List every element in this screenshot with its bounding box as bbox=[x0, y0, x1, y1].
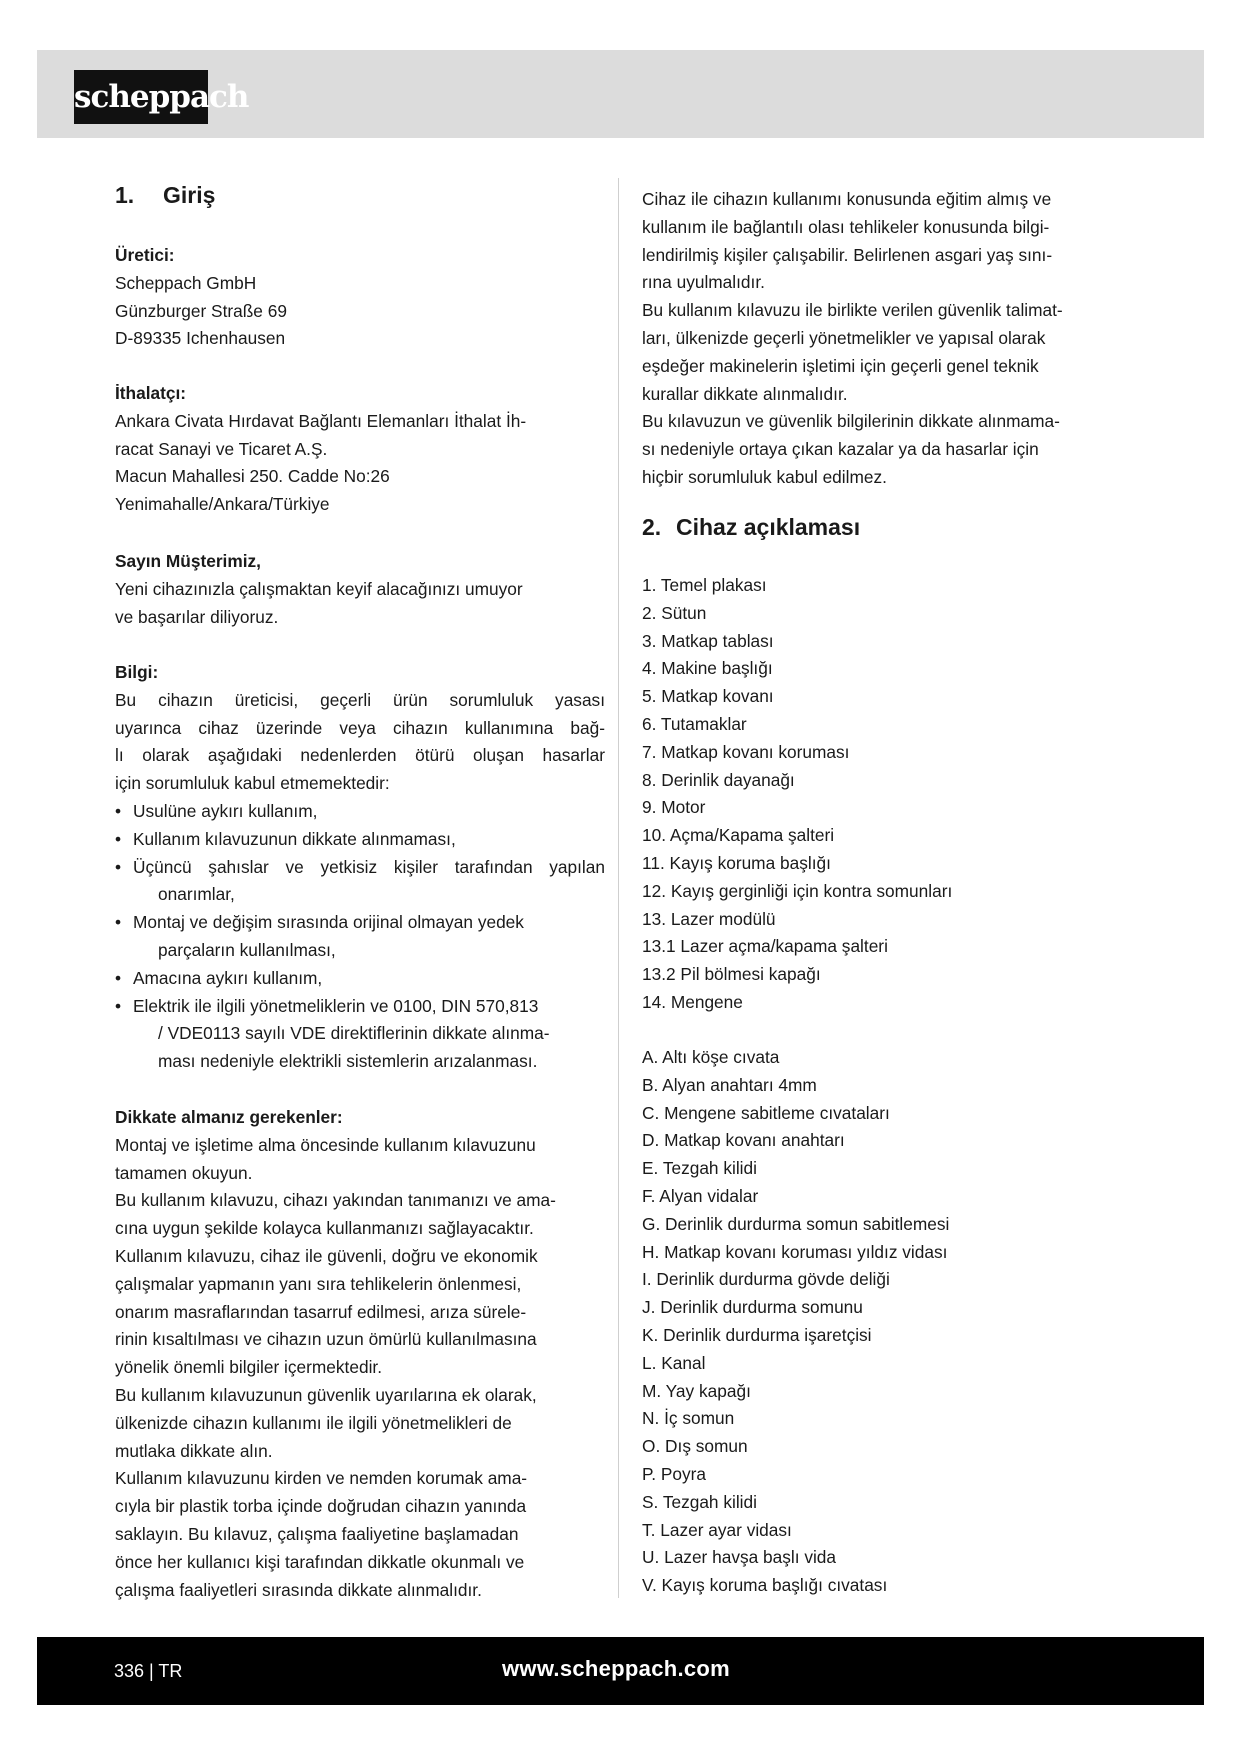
text-line: 1. Temel plakası bbox=[642, 575, 767, 595]
text-line: rinin kısaltılması ve cihazın uzun ömürlü kullanılmasına bbox=[115, 1329, 537, 1350]
text-line: D-89335 Ichenhausen bbox=[115, 328, 286, 349]
text-line: uyarınca cihaz üzerinde veya cihazın kullanımına bağ- bbox=[115, 717, 605, 738]
page-header bbox=[37, 50, 1204, 138]
text-line: onarım masraflarından tasarruf edilmesi, arıza sürele- bbox=[115, 1301, 527, 1322]
text-line: ülkenizde cihazın kullanımı ile ilgili yönetmelikleri de bbox=[115, 1412, 512, 1433]
manufacturer-block bbox=[115, 242, 605, 353]
manufacturer-label: Üretici: bbox=[115, 245, 175, 265]
bullet-item bbox=[115, 965, 605, 993]
text-line: mutlaka dikkate alın. bbox=[115, 1440, 273, 1461]
text-line: A. Altı köşe cıvata bbox=[642, 1047, 780, 1067]
text-line: E. Tezgah kilidi bbox=[642, 1158, 757, 1179]
text-line: yönelik önemli bilgiler içermektedir. bbox=[115, 1357, 383, 1378]
text-line: 7. Matkap kovanı koruması bbox=[642, 741, 850, 762]
section-heading-intro: 1. Giriş bbox=[115, 182, 216, 208]
text-line: C. Mengene sabitleme cıvataları bbox=[642, 1102, 890, 1123]
text-line: 14. Mengene bbox=[642, 991, 743, 1012]
text-line: rına uyulmalıdır. bbox=[642, 272, 765, 293]
text-line: kullanım ile bağlantılı olası tehlikeler konusunda bilgi- bbox=[642, 216, 1050, 237]
text-line: J. Derinlik durdurma somunu bbox=[642, 1297, 863, 1318]
text-line: tamamen okuyun. bbox=[115, 1162, 253, 1183]
bullet-text: / VDE0113 sayılı VDE direktiflerinin dikkate alınma- bbox=[158, 1023, 550, 1044]
bullet-text: • Usulüne aykırı kullanım, bbox=[133, 800, 318, 821]
page-footer bbox=[37, 1637, 1204, 1705]
notes-lines bbox=[115, 1132, 605, 1605]
bullet-text: • Montaj ve değişim sırasında orijinal olmayan yedek bbox=[133, 912, 524, 933]
notes-label: Dikkate almanız gerekenler: bbox=[115, 1107, 343, 1127]
text-line: ve başarılar diliyoruz. bbox=[115, 606, 279, 627]
column-divider bbox=[618, 178, 619, 1598]
info-lines bbox=[115, 687, 605, 798]
section-heading-device: 2. Cihaz açıklaması bbox=[642, 514, 861, 540]
text-line: 13. Lazer modülü bbox=[642, 908, 776, 929]
bullet-text: ması nedeniyle elektrikli sistemlerin arızalanması. bbox=[158, 1051, 538, 1072]
text-line: H. Matkap kovanı koruması yıldız vidası bbox=[642, 1241, 948, 1262]
text-line: 12. Kayış gerginliği için kontra somunları bbox=[642, 880, 953, 901]
text-line: Kullanım kılavuzunu kirden ve nemden korumak ama- bbox=[115, 1468, 528, 1489]
text-line: 8. Derinlik dayanağı bbox=[642, 769, 795, 790]
text-line: O. Dış somun bbox=[642, 1436, 748, 1457]
text-line: hiçbir sorumluluk kabul edilmez. bbox=[642, 466, 887, 487]
text-line: Yeni cihazınızla çalışmaktan keyif alacağınızı umuyor bbox=[115, 578, 523, 599]
text-line: için sorumluluk kabul etmemektedir: bbox=[115, 773, 390, 794]
text-line: kurallar dikkate alınmalıdır. bbox=[642, 383, 848, 404]
manufacturer-lines bbox=[115, 270, 605, 353]
text-line: T. Lazer ayar vidası bbox=[642, 1519, 792, 1540]
bullet-item bbox=[115, 826, 605, 854]
text-line: N. İç somun bbox=[642, 1408, 735, 1429]
text-line: 5. Matkap kovanı bbox=[642, 686, 774, 707]
bullet-item bbox=[115, 854, 605, 910]
text-line: Günzburger Straße 69 bbox=[115, 300, 287, 321]
text-line: Kullanım kılavuzu, cihaz ile güvenli, doğru ve ekonomik bbox=[115, 1245, 538, 1266]
text-line: Yenimahalle/Ankara/Türkiye bbox=[115, 494, 330, 515]
text-line: V. Kayış koruma başlığı cıvatası bbox=[642, 1575, 888, 1596]
text-line: racat Sanayi ve Ticaret A.Ş. bbox=[115, 438, 328, 459]
text-line: 11. Kayış koruma başlığı bbox=[642, 852, 831, 873]
accessories-lines bbox=[642, 1044, 1120, 1600]
text-line: ları, ülkenizde geçerli yönetmelikler ve yapısal olarak bbox=[642, 327, 1046, 348]
right-intro-lines bbox=[642, 186, 1120, 492]
text-line: Cihaz ile cihazın kullanımı konusunda eğitim almış ve bbox=[642, 189, 1052, 209]
text-line: U. Lazer havşa başlı vida bbox=[642, 1547, 837, 1568]
text-line: eşdeğer makinelerin işletimi için geçerli genel teknik bbox=[642, 355, 1039, 376]
text-line: Ankara Civata Hırdavat Bağlantı Elemanları İthalat İh- bbox=[115, 410, 527, 431]
greeting-label: Sayın Müşterimiz, bbox=[115, 551, 261, 571]
greeting-lines bbox=[115, 576, 605, 632]
text-line: Montaj ve işletime alma öncesinde kullanım kılavuzunu bbox=[115, 1134, 536, 1155]
text-line: lı olarak aşağıdaki nedenlerden ötürü oluşan hasarlar bbox=[115, 745, 605, 766]
text-line: Bu kılavuzun ve güvenlik bilgilerinin dikkate alınmama- bbox=[642, 411, 1060, 432]
bullet-text: onarımlar, bbox=[158, 884, 235, 905]
greeting-block bbox=[115, 548, 605, 631]
bullet-item bbox=[115, 909, 605, 965]
text-line: Bu cihazın üreticisi, geçerli ürün sorumluluk yasası bbox=[115, 689, 605, 710]
bullet-text: • Kullanım kılavuzunun dikkate alınmaması, bbox=[133, 828, 456, 849]
text-line: Bu kullanım kılavuzu ile birlikte verilen güvenlik talimat- bbox=[642, 300, 1063, 321]
scheppach-logo: scheppach bbox=[74, 70, 208, 124]
importer-block bbox=[115, 380, 605, 519]
bullet-text: • Elektrik ile ilgili yönetmeliklerin ve 0100, DIN 570,813 bbox=[133, 995, 539, 1016]
text-line: çalışma faaliyetleri sırasında dikkate alınmalıdır. bbox=[115, 1579, 482, 1600]
text-line: Bu kullanım kılavuzunun güvenlik uyarılarına ek olarak, bbox=[115, 1384, 537, 1405]
importer-lines bbox=[115, 408, 605, 519]
text-line: M. Yay kapağı bbox=[642, 1380, 751, 1401]
bullet-item bbox=[115, 993, 605, 1076]
notes-block bbox=[115, 1104, 605, 1604]
right-intro-block bbox=[642, 186, 1120, 492]
text-line: lendirilmiş kişiler çalışabilir. Belirlenen asgari yaş sını- bbox=[642, 244, 1053, 265]
text-line: saklayın. Bu kılavuz, çalışma faaliyetine başlamadan bbox=[115, 1523, 519, 1544]
text-line: cına uygun şekilde kolayca kullanmanızı sağlayacaktır. bbox=[115, 1218, 534, 1239]
liability-bullets bbox=[115, 798, 605, 1076]
text-line: 13.1 Lazer açma/kapama şalteri bbox=[642, 936, 888, 957]
text-line: cıyla bir plastik torba içinde doğrudan cihazın yanında bbox=[115, 1496, 527, 1517]
text-line: Macun Mahallesi 250. Cadde No:26 bbox=[115, 466, 390, 487]
text-line: 10. Açma/Kapama şalteri bbox=[642, 825, 835, 846]
text-line: önce her kullanıcı kişi tarafından dikkatle okunmalı ve bbox=[115, 1551, 525, 1572]
text-line: S. Tezgah kilidi bbox=[642, 1491, 757, 1512]
website-link[interactable]: www.scheppach.com bbox=[502, 1656, 731, 1681]
text-line: I. Derinlik durdurma gövde deliği bbox=[642, 1269, 890, 1290]
bullet-item bbox=[115, 798, 605, 826]
text-line: Scheppach GmbH bbox=[115, 272, 257, 293]
bullet-text: • Üçüncü şahıslar ve yetkisiz kişiler tarafından yapılan bbox=[133, 856, 605, 877]
text-line: K. Derinlik durdurma işaretçisi bbox=[642, 1324, 872, 1345]
text-line: 13.2 Pil bölmesi kapağı bbox=[642, 964, 821, 985]
importer-label: İthalatçı: bbox=[115, 383, 187, 403]
text-line: 3. Matkap tablası bbox=[642, 630, 774, 651]
text-line: F. Alyan vidalar bbox=[642, 1185, 759, 1206]
text-line: P. Poyra bbox=[642, 1463, 707, 1484]
text-line: sı nedeniyle ortaya çıkan kazalar ya da hasarlar için bbox=[642, 439, 1039, 460]
text-line: çalışmalar yapmanın yanı sıra tehlikelerin önlenmesi, bbox=[115, 1273, 522, 1294]
accessories-list bbox=[642, 1044, 1120, 1600]
text-line: L. Kanal bbox=[642, 1352, 706, 1373]
text-line: 6. Tutamaklar bbox=[642, 713, 747, 734]
text-line: B. Alyan anahtarı 4mm bbox=[642, 1074, 817, 1095]
text-line: G. Derinlik durdurma somun sabitlemesi bbox=[642, 1213, 950, 1234]
parts-list bbox=[642, 572, 1120, 1017]
page-number: 336 | TR bbox=[114, 1661, 183, 1681]
text-line: Bu kullanım kılavuzu, cihazı yakından tanımanızı ve ama- bbox=[115, 1190, 556, 1211]
bullet-text: • Amacına aykırı kullanım, bbox=[133, 967, 323, 988]
text-line: D. Matkap kovanı anahtarı bbox=[642, 1130, 845, 1151]
parts-lines bbox=[642, 572, 1120, 1017]
bullet-text: parçaların kullanılması, bbox=[158, 939, 336, 960]
text-line: 4. Makine başlığı bbox=[642, 658, 773, 679]
text-line: 2. Sütun bbox=[642, 602, 707, 623]
info-block bbox=[115, 659, 605, 1076]
info-label: Bilgi: bbox=[115, 662, 159, 682]
text-line: 9. Motor bbox=[642, 797, 706, 818]
